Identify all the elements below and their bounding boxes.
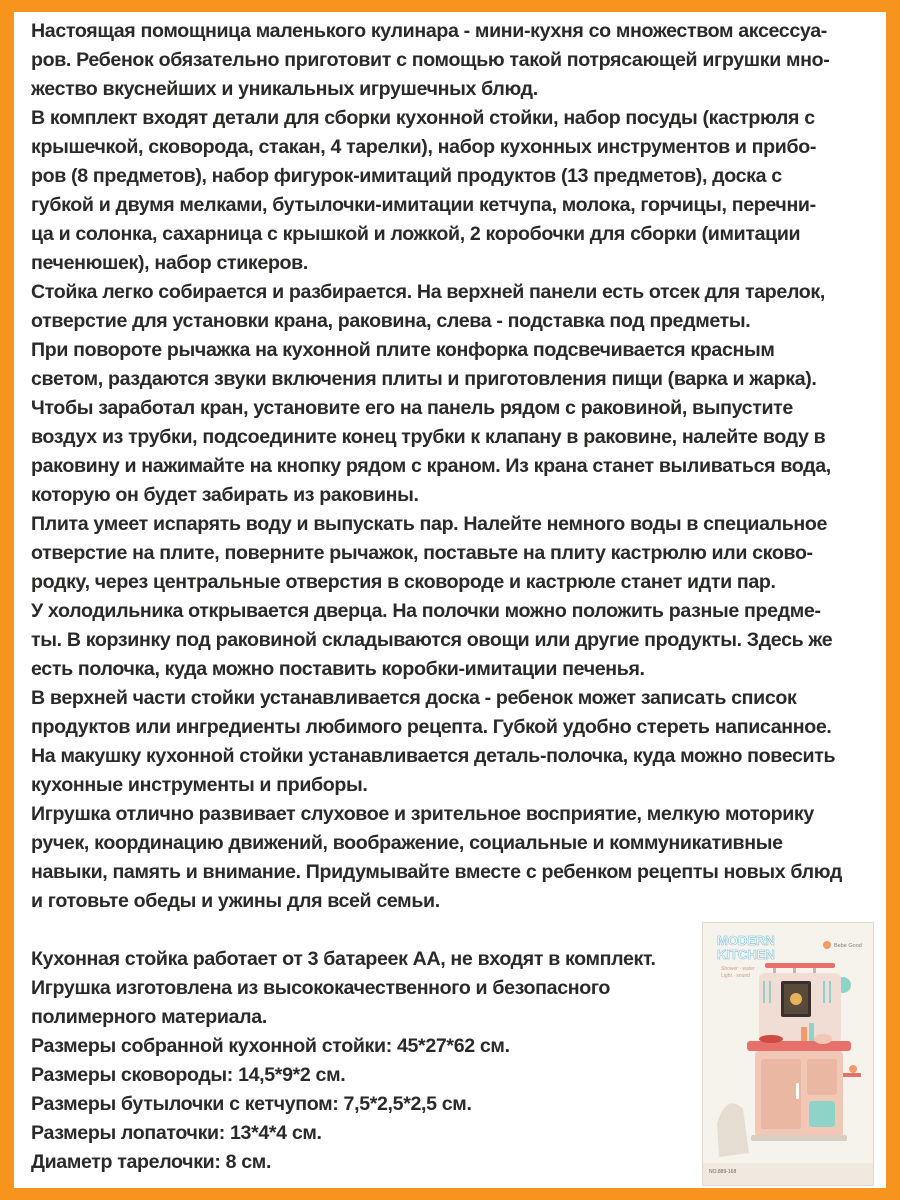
description-line: раковину и нажимайте на кнопку рядом с краном. Из крана станет выливаться вода,: [31, 455, 831, 477]
description-line: В комплект входят детали для сборки кухонной стойки, набор посуды (кастрюля с: [31, 107, 815, 129]
description-line: родку, через центральные отверстия в сковороде и кастрюле станет идти пар.: [31, 571, 776, 593]
description-line: навыки, память и внимание. Придумывайте вместе с ребенком рецепты новых блюд: [31, 861, 842, 883]
spec-line: Диаметр тарелочки: 8 см.: [31, 1151, 272, 1173]
product-box-image: [702, 922, 874, 1186]
description-line: продуктов или ингредиенты любимого рецепта. Губкой удобно стереть написанное.: [31, 716, 832, 738]
description-line: ца и солонка, сахарница с крышкой и ложкой, 2 коробочки для сборки (имитации: [31, 223, 801, 245]
spec-line: Размеры лопаточки: 13*4*4 см.: [31, 1122, 322, 1144]
kitchen-box-illustration: [703, 923, 873, 1185]
spec-line: Размеры бутылочки с кетчупом: 7,5*2,5*2,5 см.: [31, 1093, 472, 1115]
description-line: ров. Ребенок обязательно приготовит с помощью такой потрясающей игрушки мно-: [31, 49, 830, 71]
spec-line: Игрушка изготовлена из высококачественного и безопасного: [31, 977, 611, 999]
description-line: есть полочка, куда можно поставить коробки-имитации печенья.: [31, 658, 645, 680]
description-line: Настоящая помощница маленького кулинара - мини-кухня со множеством аксессуа-: [31, 20, 827, 42]
description-line: Чтобы заработал кран, установите его на панель рядом с раковиной, выпустите: [31, 397, 793, 419]
description-line: светом, раздаются звуки включения плиты и приготовления пищи (варка и жарка).: [31, 368, 817, 390]
box-title-line2: KITCHEN: [717, 947, 775, 962]
description-line: В верхней части стойки устанавливается доска - ребенок может записать список: [31, 687, 797, 709]
box-feature-1: Shower · water: [721, 966, 755, 972]
description-line: При повороте рычажка на кухонной плите конфорка подсвечивается красным: [31, 339, 775, 361]
box-brand: Bebe Good: [834, 943, 862, 949]
description-line: отверстие на плите, поверните рычажок, поставьте на плиту кастрюлю или сково-: [31, 542, 813, 564]
description-line: ты. В корзинку под раковиной складываются овощи или другие продукты. Здесь же: [31, 629, 833, 651]
spec-line: Размеры сковороды: 14,5*9*2 см.: [31, 1064, 346, 1086]
description-line: которую он будет забирать из раковины.: [31, 484, 419, 506]
description-line: На макушку кухонной стойки устанавливается деталь-полочка, куда можно повесить: [31, 745, 836, 767]
description-line: кухонные инструменты и приборы.: [31, 774, 368, 796]
description-line: и готовьте обеды и ужины для всей семьи.: [31, 890, 440, 912]
description-line: жество вкуснейших и уникальных игрушечных блюд.: [31, 78, 538, 100]
box-feature-2: Light · sound: [721, 973, 750, 979]
description-line: ручек, координацию движений, воображение, социальные и коммуникативные: [31, 832, 783, 854]
box-title-line1: MODERN: [717, 933, 775, 948]
page-card: [14, 12, 886, 1188]
spec-line: Размеры собранной кухонной стойки: 45*27*62 см.: [31, 1035, 510, 1057]
description-line: печенюшек), набор стикеров.: [31, 252, 308, 274]
description-line: крышечкой, сковорода, стакан, 4 тарелки), набор кухонных инструментов и прибо-: [31, 136, 817, 158]
description-line: Плита умеет испарять воду и выпускать пар. Налейте немного воды в специальное: [31, 513, 828, 535]
spec-line: Кухонная стойка работает от 3 батареек АА, не входят в комплект.: [31, 948, 656, 970]
product-description: [31, 17, 877, 916]
description-line: У холодильника открывается дверца. На полочки можно положить разные предме-: [31, 600, 821, 622]
description-line: губкой и двумя мелками, бутылочки-имитации кетчупа, молока, горчицы, перечни-: [31, 194, 816, 216]
box-model: NO.889-168: [709, 1169, 737, 1175]
description-line: воздух из трубки, подсоедините конец трубки к клапану в раковине, налейте воду в: [31, 426, 826, 448]
description-line: Игрушка отлично развивает слуховое и зрительное восприятие, мелкую моторику: [31, 803, 814, 825]
description-line: Стойка легко собирается и разбирается. На верхней панели есть отсек для тарелок,: [31, 281, 825, 303]
product-specifications: [31, 945, 731, 1177]
spec-line: полимерного материала.: [31, 1006, 267, 1028]
description-line: ров (8 предметов), набор фигурок-имитаций продуктов (13 предметов), доска с: [31, 165, 782, 187]
description-line: отверстие для установки крана, раковина, слева - подставка под предметы.: [31, 310, 751, 332]
